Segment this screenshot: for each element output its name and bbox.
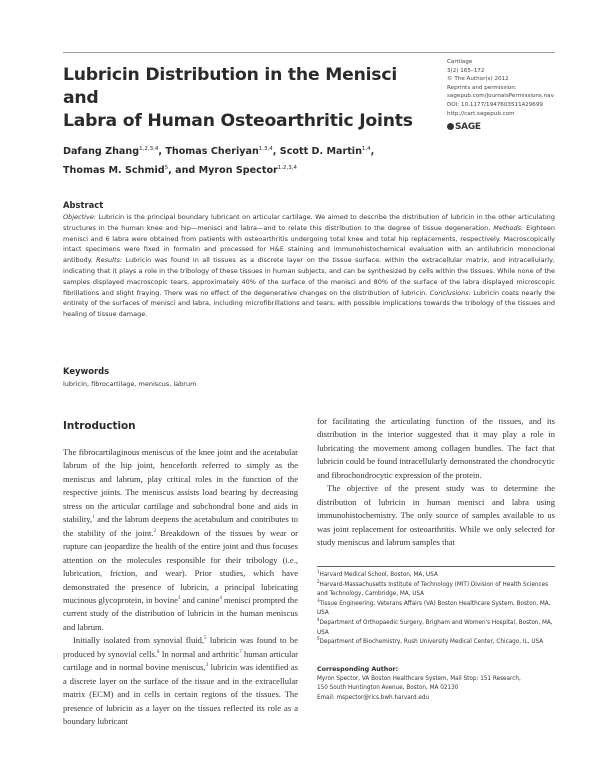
corresponding-author bbox=[317, 665, 557, 703]
sage-logo-icon bbox=[447, 123, 454, 130]
affiliation: $^4$Department of Orthopaedic Surgery, Brigham and Women's Hospital, Boston, MA, USA bbox=[317, 616, 553, 636]
citation-ref[interactable]: 3 bbox=[205, 663, 209, 669]
author: Myron Spector$^{1,2,3,4}$ bbox=[198, 165, 298, 176]
corresponding-address: Myron Spector, VA Boston Healthcare System, Mail Stop: 151 Research, bbox=[317, 675, 521, 682]
keywords-heading: Keywords bbox=[63, 366, 110, 376]
citation-ref[interactable]: 5 bbox=[204, 636, 207, 642]
paragraph: The objective of the present study was to determine the distribution of lubricin in human menisci and labra using immunohistochemistry. The only source of samples available to us was joint replacement for osteoarthritis. While we only selected for study meniscus and labrum samples that bbox=[317, 483, 555, 548]
journal-name: Cartilage bbox=[447, 59, 473, 65]
doi[interactable]: DOI: 10.1177/1947603511429699 bbox=[447, 101, 543, 108]
author: Scott D. Martin$^{1,4}$, bbox=[279, 146, 375, 157]
abstract-body: Objective: Lubricin is the principal boundary lubricant on articular cartilage. We aimed to describe the distribution of lubricin in the other articulating structures in the human knee and hip—menisci and labra—and to relate this distribution to the degree of tissue degeneration. Methods: Eighteen menisci and 6 labra were obtained from patients with osteoarthritis undergoing total knee and total hip replacements, respectively. Macroscopically intact specimens were fixed in formalin and processed for H&E staining and immunohistochemical evaluation with an antilubricin monoclonal antibody. Results: Lubricin was found in all tissues as a discrete layer on the tissue surface, within the extracellular matrix, and intracellularly, indicating that it plays a role in the tribology of these tissues in human subjects, and can be synthesized by cells within the tissues. While none of the samples displayed macroscopic tears, approximately 40% of the surface of the menisci and 80% of the surface of the labra displayed microscopic fibrillations and slight fraying. There was no effect of the degenerative changes on the distribution of lubricin. Conclusions: Lubricin coats nearly the entirety of the surfaces of menisci and labra, including microfibrillations and tears, with possible implications towards the tribology of the tissues and healing of tissue damage. bbox=[63, 213, 555, 319]
copyright: © The Author(s) 2012 bbox=[447, 76, 509, 83]
citation-ref[interactable]: 4 bbox=[219, 595, 222, 601]
affiliation: $^1$Harvard Medical School, Boston, MA, USA bbox=[317, 569, 438, 578]
citation-ref[interactable]: 3 bbox=[177, 595, 181, 601]
title-line-2: Labra of Human Osteoarthritic Joints bbox=[63, 111, 413, 131]
corresponding-heading: Corresponding Author: bbox=[317, 666, 399, 673]
introduction-heading: Introduction bbox=[63, 420, 136, 432]
publisher-logo: SAGE bbox=[447, 122, 481, 132]
author: Thomas M. Schmid$^5$, and bbox=[63, 165, 199, 176]
citation-ref[interactable]: 1 bbox=[92, 515, 95, 521]
article-title bbox=[63, 64, 423, 133]
paragraph: The fibrocartilaginous meniscus of the knee joint and the acetabular labrum of the hip joint, henceforth referred to simply as the meniscus and labrum, play critical roles in the function of the respective joints. The meniscus assists load bearing by decreasing stress on the articular cartilage and subchondral bone and aids in stability,$^1$ and the labrum deepens the acetabulum and contributes to the stability of the joint.$^2$ Breakdown of the tissues by wear or rupture can jeopardize the health of the entire joint and thus focuses attention on the molecules responsible for their tribology (i.e., lubrication, friction, and wear). Prior studies, which have demonstrated the presence of lubricin, a principal lubricating mucinous glycoprotein, in bovine$^3$ and canine$^4$ menisci prompted the current study of the distribution of lubricin in the human meniscus and labrum. bbox=[63, 447, 299, 632]
affiliation: $^5$Department of Biochemistry, Rush University Medical Center, Chicago, IL, USA bbox=[317, 636, 544, 646]
affiliation: $^2$Harvard-Massachusetts Institute of Technology (MIT) Division of Health Sciences and Technology, Cambridge, MA, USA bbox=[317, 578, 549, 598]
body-column-right bbox=[317, 415, 555, 550]
author: Dafang Zhang$^{1,2,3,4}$, bbox=[63, 146, 166, 157]
author-list bbox=[63, 141, 523, 179]
author: Thomas Cheriyan$^{1,3,4}$, bbox=[165, 146, 280, 157]
journal-meta bbox=[447, 58, 597, 118]
footnote-rule bbox=[317, 566, 555, 567]
paragraph: for facilitating the articulating function of the tissues, and its distribution in the interior suggested that it may play a role in lubricating the movement among collagen bundles. The fact that lubricin could be found intracellularly demonstrated the chondrocytic and fibrochondrocytic expression of the protein. bbox=[317, 416, 555, 480]
affiliations bbox=[317, 571, 557, 648]
keywords-list: lubricin, fibrocartilage, meniscus, labrum bbox=[63, 380, 197, 388]
body-column-left bbox=[63, 446, 298, 729]
header-rule bbox=[63, 52, 555, 53]
citation-ref[interactable]: 7 bbox=[239, 649, 242, 655]
corresponding-address: 150 South Huntington Avenue, Boston, MA 02130 bbox=[317, 685, 459, 692]
reprints-label: Reprints and permission: bbox=[447, 84, 517, 91]
corresponding-email[interactable]: Email: mspector@rics.bwh.harvard.edu bbox=[317, 694, 430, 701]
paragraph: Initially isolated from synovial fluid,$^5$ lubricin was found to be produced by synovial cells.$^6$ In normal and arthritic$^7$ human articular cartilage and in normal bovine meniscus,$^3$ lubricin was identified as a discrete layer on the surface of the tissue and in the extracellular matrix (ECM) and in cells in certain regions of the tissues. The presence of lubricin as a layer on the tissues reflected its role as a boundary lubricant bbox=[63, 635, 299, 727]
abstract-heading: Abstract bbox=[63, 200, 104, 210]
title-line-1: Lubricin Distribution in the Menisci and bbox=[63, 65, 398, 108]
affiliation: $^3$Tissue Engineering, Veterans Affairs (VA) Boston Healthcare System, Boston, MA, USA bbox=[317, 597, 551, 617]
citation-ref[interactable]: 2 bbox=[153, 528, 156, 534]
journal-site-link[interactable]: http://cart.sagepub.com bbox=[447, 110, 515, 117]
volume-pages: 3(2) 165–172 bbox=[447, 67, 485, 74]
reprints-link[interactable]: sagepub.com/journalsPermissions.nav bbox=[447, 93, 554, 100]
citation-ref[interactable]: 6 bbox=[156, 649, 160, 655]
